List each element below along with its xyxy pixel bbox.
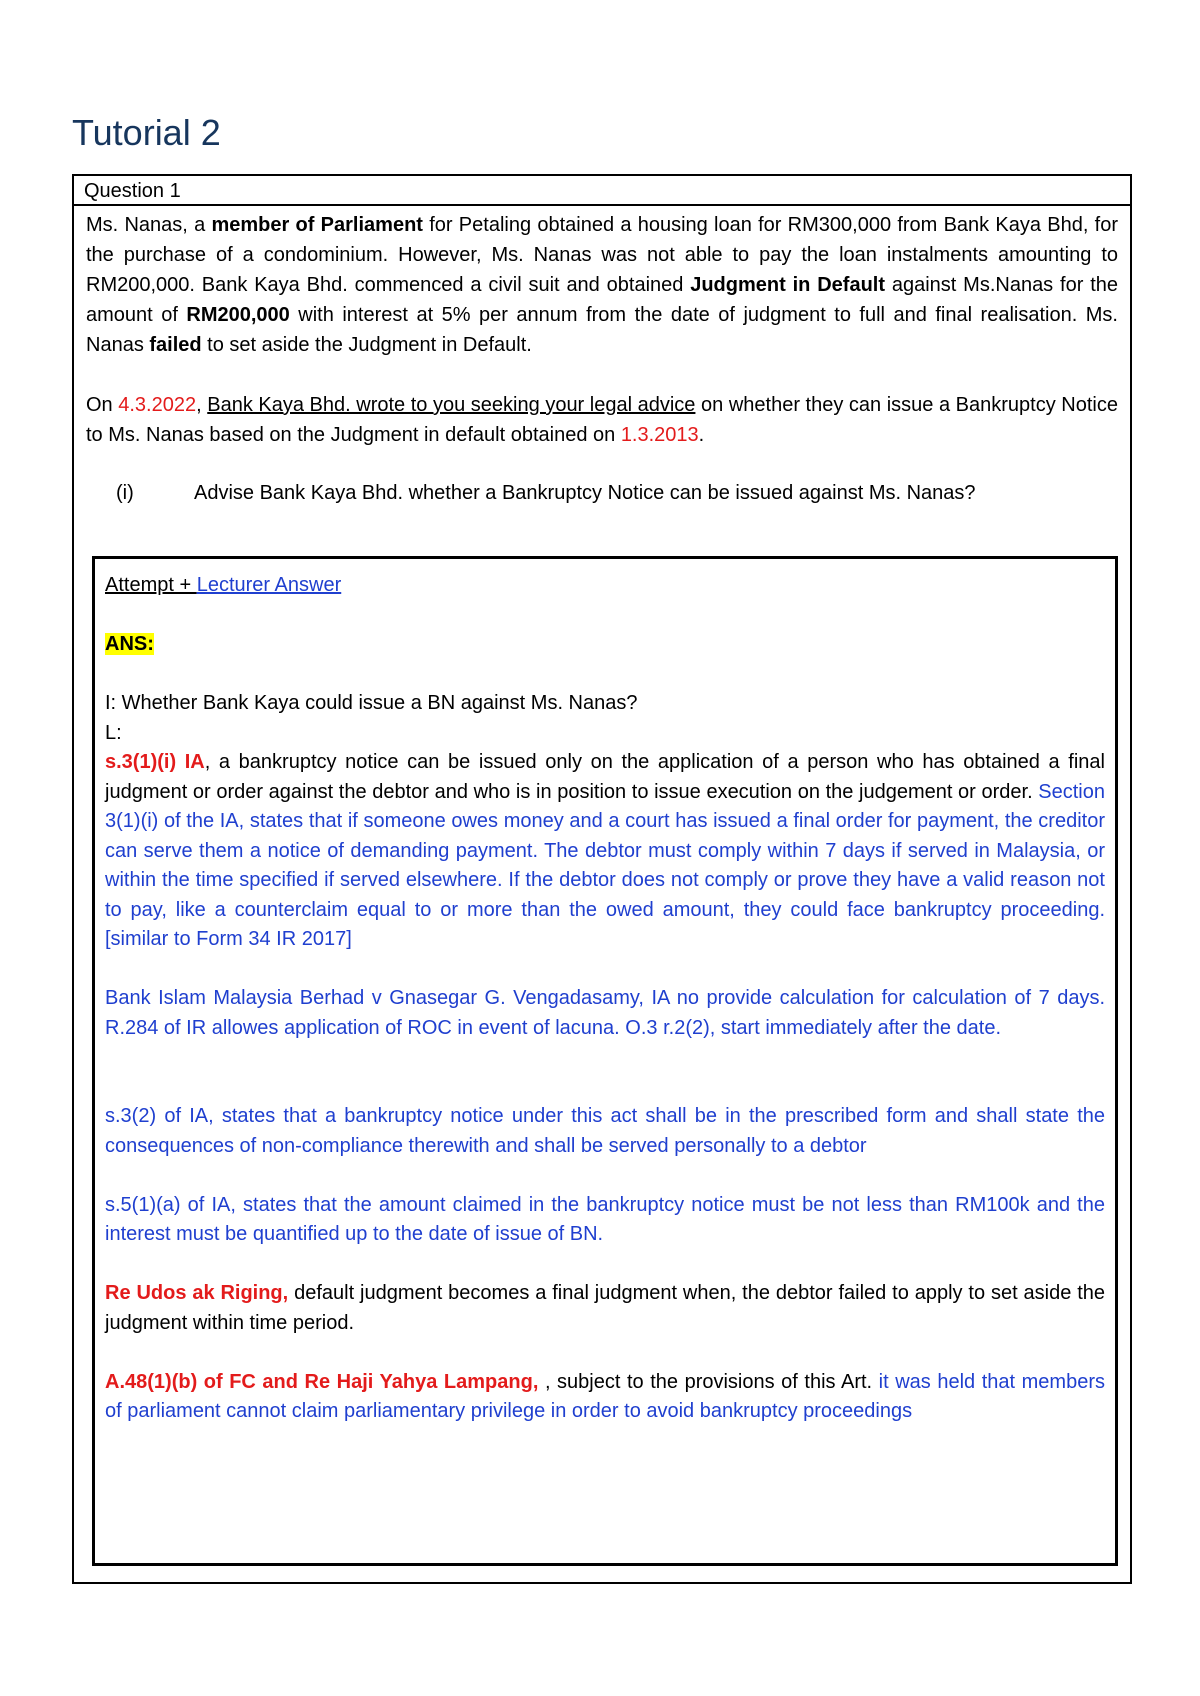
blue-explanation: Section 3(1)(i) of the IA, states that if someone owes money and a court has issued a final order for payment, the creditor can serve them a notice of demanding payment. The debtor must comply within 7 days if served in Malaysia, or within the time specified if served elsewhere. If the debtor does not comply or prove they have a valid reason not to pay, like a counterclaim equal to or more than the owed amount, they could face bankruptcy proceeding. [similar to Form 34 IR 2017] <box>105 780 1105 950</box>
bold-member-of-parliament: member of Parliament <box>211 214 423 236</box>
issue-line: I: Whether Bank Kaya could issue a BN against Ms. Nanas? <box>105 692 638 714</box>
answer-paragraph-2: Bank Islam Malaysia Berhad v Gnasegar G. Vengadasamy, IA no provide calculation for calculation of 7 days. R.284 of IR allowes application of ROC in event of lacuna. O.3 r.2(2), start immediately after the date. <box>105 987 1105 1039</box>
lecturer-answer-label: Lecturer Answer <box>196 574 342 596</box>
text-run: against Ms.Nanas for the amount of <box>86 274 1118 326</box>
question-header: Question 1 <box>74 176 1130 206</box>
question-body <box>74 206 1130 508</box>
text-run: with interest at 5% per annum from the date of judgment to full and final realisation. Ms. Nanas <box>86 304 1118 356</box>
underlined-text: Bank Kaya Bhd. wrote to you seeking your legal advice <box>207 394 696 416</box>
text-run: , <box>196 394 208 416</box>
date-judgment: 1.3.2013 <box>620 424 699 446</box>
text-run: on whether they can issue a Bankruptcy Notice to Ms. Nanas based on the Judgment in default obtained on <box>86 394 1118 446</box>
text-run: default judgment becomes a final judgment when, the debtor failed to apply to set aside the judgment within time period. <box>105 1282 1105 1334</box>
text-run: Ms. Nanas, a <box>86 214 212 236</box>
case-ref: Re Udos ak Riging, <box>105 1282 289 1304</box>
law-label: L: <box>105 721 122 744</box>
answer-paragraph-4: s.5(1)(a) of IA, states that the amount claimed in the bankruptcy notice must be not less than RM100k and the interest must be quantified up to the date of issue of BN. <box>105 1193 1105 1245</box>
sub-question-text: Advise Bank Kaya Bhd. whether a Bankruptcy Notice can be issued against Ms. Nanas? <box>194 482 976 504</box>
text-run: for Petaling obtained a housing loan for RM300,000 from Bank Kaya Bhd, for the purchase of a condominium. However, Ms. Nanas was not able to pay the loan instalments amounting to RM200,000. Bank Kaya Bhd. commenced a civil suit and obtained <box>86 214 1118 296</box>
bold-judgment-in-default: Judgment in Default <box>690 274 885 296</box>
question-paragraph-2 <box>86 390 1118 450</box>
answer-paragraph-6 <box>105 1368 1105 1427</box>
bold-failed: failed <box>149 334 202 356</box>
question-table <box>72 174 1132 1584</box>
sub-question <box>86 478 1118 508</box>
blue-explanation: it was held that members of parliament cannot claim parliamentary privilege in order to avoid bankruptcy proceedings <box>105 1370 1105 1422</box>
ans-highlight: ANS: <box>105 633 154 655</box>
text-run: On <box>86 394 119 416</box>
page-title: Tutorial 2 <box>72 112 221 153</box>
statute-ref: s.3(1)(i) IA <box>105 751 205 773</box>
answer-paragraph-1 <box>105 748 1105 955</box>
date-advice: 4.3.2022 <box>118 394 197 416</box>
bold-amount: RM200,000 <box>186 304 290 326</box>
text-run: , subject to the provisions of this Art. <box>538 1370 879 1393</box>
answer-header <box>105 571 1105 601</box>
text-run: , a bankruptcy notice can be issued only on the application of a person who has obtained a final judgment or order against the debtor and who is in position to issue execution on the judgement or order. <box>105 751 1105 803</box>
text-run: . <box>698 424 705 446</box>
answer-paragraph-3: s.3(2) of IA, states that a bankruptcy notice under this act shall be in the prescribed form and shall state the consequences of non-compliance therewith and shall be served personally to a debtor <box>105 1105 1105 1157</box>
attempt-label: Attempt + <box>105 574 197 596</box>
ans-label <box>105 630 1105 660</box>
answer-box <box>92 556 1118 1566</box>
article-case-ref: A.48(1)(b) of FC and Re Haji Yahya Lampang, <box>105 1370 539 1393</box>
question-paragraph-1 <box>86 210 1118 360</box>
answer-paragraph-5 <box>105 1279 1105 1338</box>
text-run: to set aside the Judgment in Default. <box>201 334 532 356</box>
sub-question-number: (i) <box>116 482 134 504</box>
